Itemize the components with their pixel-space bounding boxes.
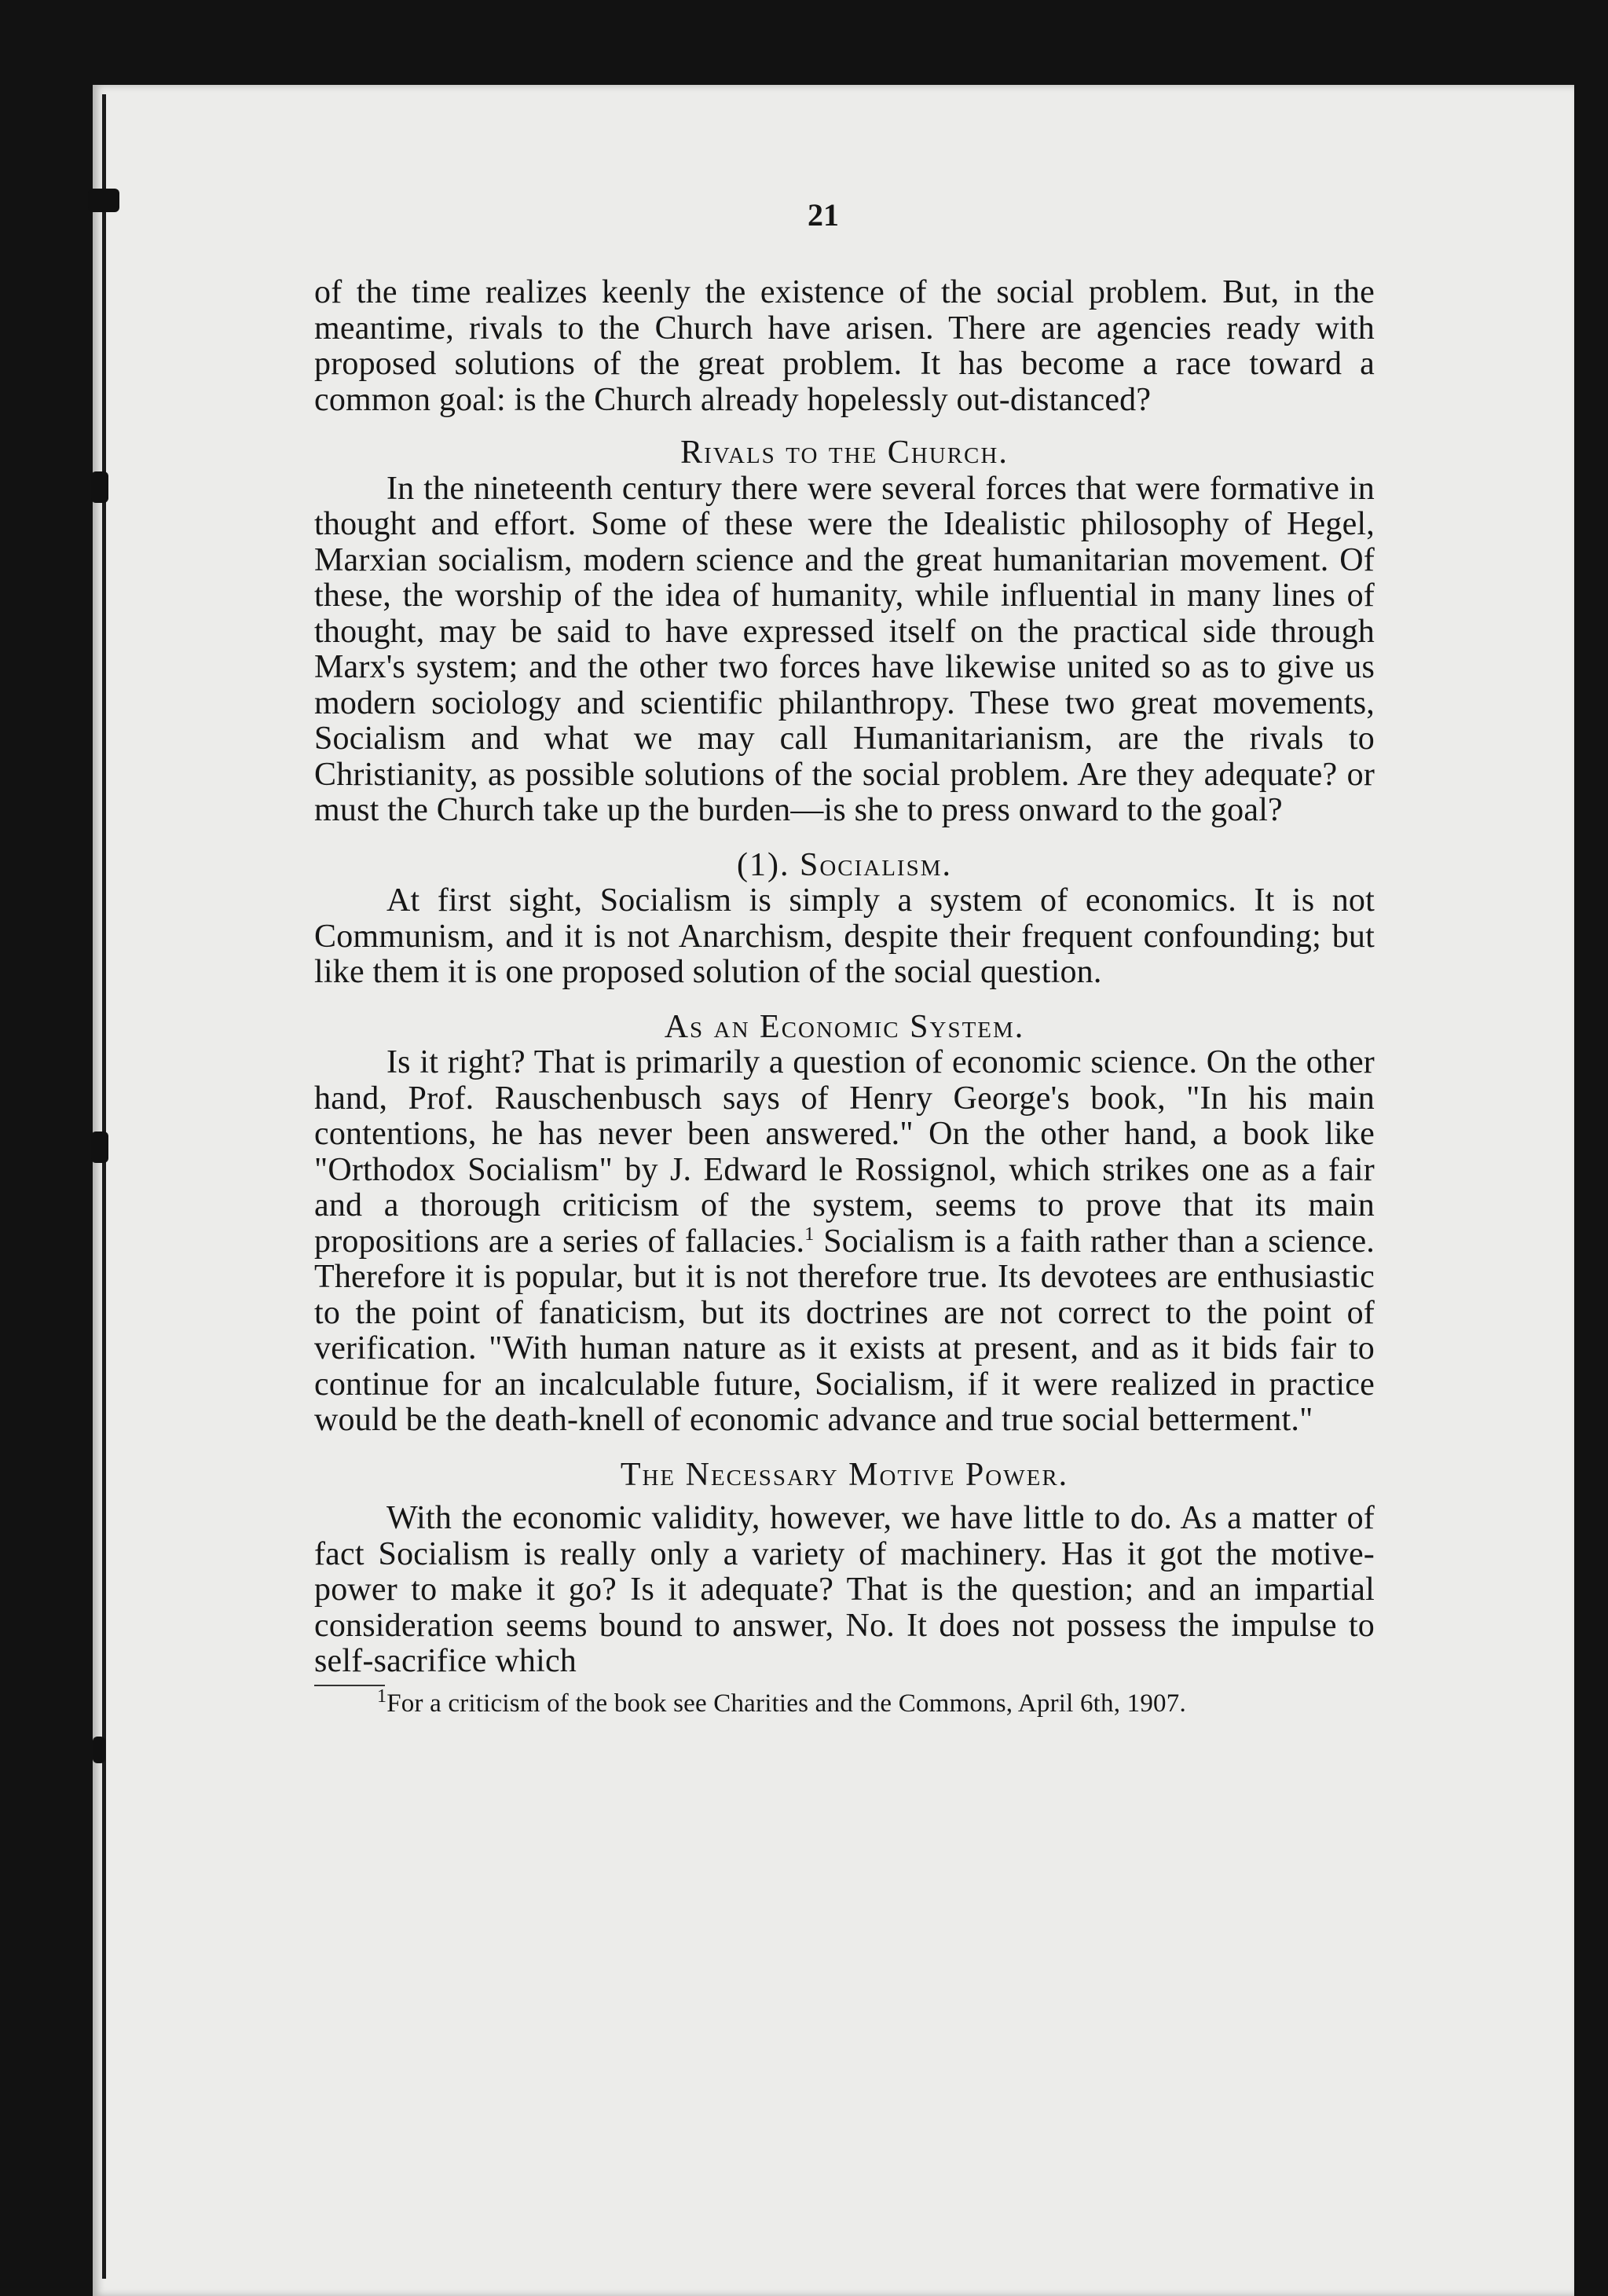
paragraph: At first sight, Socialism is simply a system of economics. It is not Communism, and it is not Anarchism, despite their frequent confounding; but like them it is one proposed solution of the social question. bbox=[314, 882, 1375, 990]
binding-mark bbox=[91, 471, 108, 503]
paragraph-text: Socialism is a faith rather than a science. Therefore it is popular, but it is not therefore true. Its devotees are enthusiastic to the point of fanaticism, but its doctrines are not correct to the point of verification. "With human nature as it exists at present, and as it bids fair to continue for an incalculable future, Socialism, if it were realized in practice would be the death-knell of economic advance and true social betterment." bbox=[314, 1223, 1375, 1438]
binding-mark bbox=[91, 1131, 108, 1163]
footnote-rule bbox=[314, 1685, 385, 1686]
binding-edge bbox=[102, 94, 106, 2279]
paragraph: In the nineteenth century there were several forces that were formative in thought and effort. Some of these were the Idealistic philosophy of Hegel, Marxian socialism, modern science and the great humanitarian movement. Of these, the worship of the idea of humanity, while influential in many lines of thought, may be said to have expressed itself on the practical side through Marx's system; and the other two forces have likewise united so as to give us modern sociology and scientific philanthropy. These two great movements, Socialism and what we may call Humanitarianism, are the rivals to Christianity, as possible solutions of the social problem. Are they adequate? or must the Church take up the burden—is she to press onward to the goal? bbox=[314, 470, 1375, 828]
section-heading: The Necessary Motive Power. bbox=[620, 1456, 1069, 1493]
paragraph: of the time realizes keenly the existence of the social problem. But, in the meantime, rivals to the Church have arisen. There are agencies ready with proposed solutions of the great problem. It has become a race toward a common goal: is the Church already hopelessly out-distanced? bbox=[314, 274, 1375, 418]
paragraph bbox=[314, 1045, 1375, 1439]
footnote bbox=[314, 1685, 1375, 1718]
binding-mark bbox=[88, 189, 119, 212]
footnote-ref: 1 bbox=[804, 1223, 815, 1245]
section-heading: Rivals to the Church. bbox=[680, 435, 1009, 471]
section-heading: (1). Socialism. bbox=[736, 846, 952, 883]
footnote-marker: 1 bbox=[377, 1685, 387, 1707]
footnote-text: For a criticism of the book see Charities and the Commons, April 6th, 1907. bbox=[386, 1689, 1186, 1718]
page-body bbox=[314, 275, 1375, 1718]
binding-mark bbox=[93, 1737, 105, 1763]
section-heading: As an Economic System. bbox=[664, 1008, 1025, 1045]
paragraph-text: Is it right? That is primarily a question of economic science. On the other hand, Prof. Rauschenbusch says of Henry George's book, "In his main contentions, he has never been answered." On the other hand, a book like "Orthodox Socialism" by J. Edward le Rossignol, which strikes one as a fair and a thorough criticism of the system, seems to prove that its main propositions are a series of fallacies. bbox=[314, 1044, 1375, 1260]
paragraph: With the economic validity, however, we have little to do. As a matter of fact Socialism is really only a variety of machinery. Has it got the motive-power to make it go? Is it adequate? That is the question; and an impartial consideration seems bound to answer, No. It does not possess the impulse to self-sacrifice which bbox=[314, 1500, 1375, 1679]
page-number: 21 bbox=[808, 197, 839, 233]
